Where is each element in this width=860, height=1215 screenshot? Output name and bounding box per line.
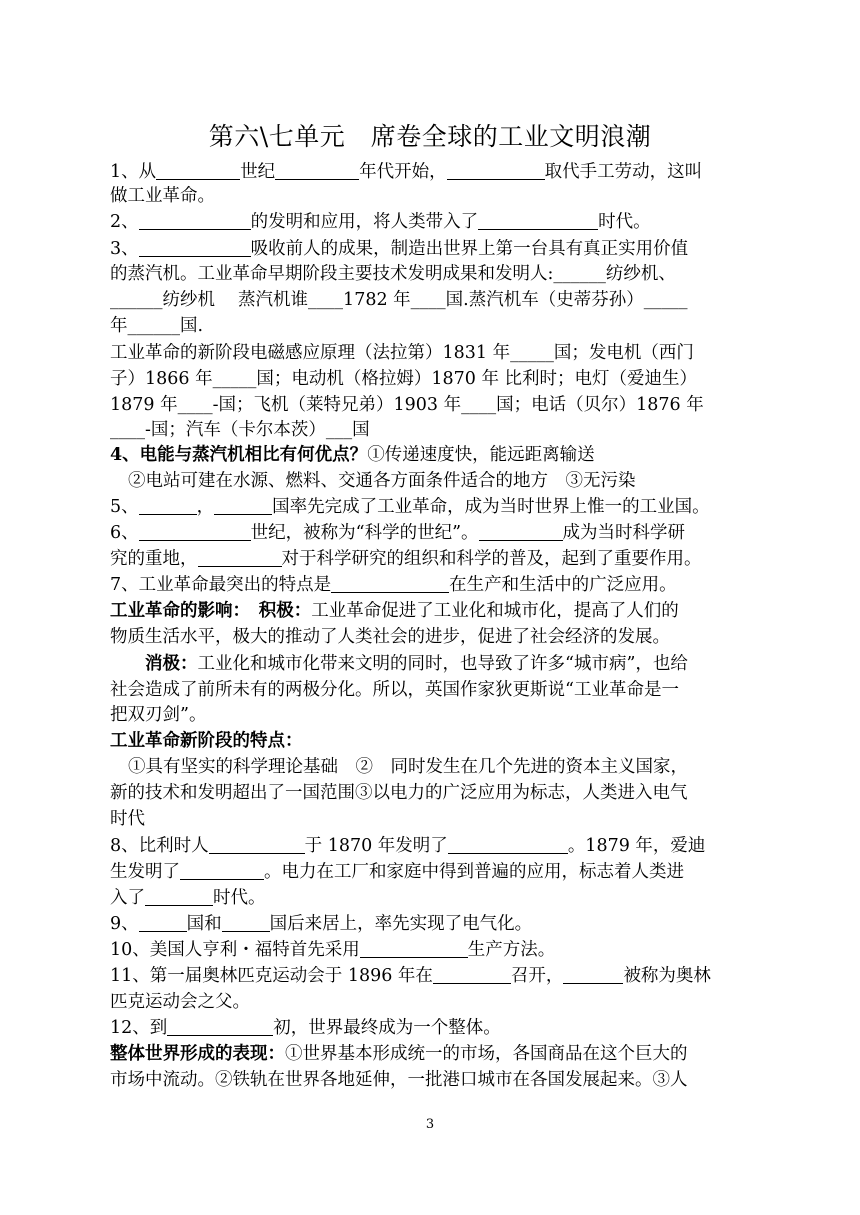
new-stage-line-1: 工业革命的新阶段电磁感应原理（法拉第）1831 年_____国；发电机（西门: [110, 343, 694, 363]
q1-line-1: 1、从 世纪 年代开始， 取代手工劳动，这叫: [110, 162, 703, 182]
new-stage-line-2: 子）1866 年_____国；电动机（格拉姆）1870 年 比利时；电灯（爱迪生）: [110, 369, 698, 389]
impact-line-4: 社会造成了前所未有的两极分化。所以，英国作家狄更斯说“工业革命是一: [110, 680, 679, 700]
q10-line: 10、美国人亨利・福特首先采用 生产方法。: [110, 940, 556, 960]
q3-line-2: 的蒸汽机。工业革命早期阶段主要技术发明成果和发明人:______纺纱机、: [110, 264, 676, 284]
blank[interactable]: [222, 913, 270, 932]
page-title: 第六\七单元 席卷全球的工业文明浪潮: [208, 122, 652, 151]
blank[interactable]: [139, 496, 197, 515]
blank[interactable]: [275, 161, 359, 180]
q3-line-3: ______纺纱机 蒸汽机谁____1782 年____国.蒸汽机车（史蒂芬孙）_____: [110, 290, 688, 310]
q11-line-1: 11、第一届奥林匹克运动会于 1896 年在 召开， 被称为奥林: [110, 966, 711, 986]
q7-line: 7、工业革命最突出的特点是 在生产和生活中的广泛应用。: [110, 575, 677, 595]
q8-line-3: 入了 时代。: [110, 888, 266, 908]
world-line-1: 整体世界形成的表现：①世界基本形成统一的市场，各国商品在这个巨大的: [110, 1044, 688, 1064]
features-heading: 工业革命新阶段的特点：: [110, 731, 303, 751]
q9-line: 9、 国和 国后来居上，率先实现了电气化。: [110, 914, 533, 934]
page-number: 3: [425, 1117, 435, 1132]
impact-line-5: 把双刃剑”。: [110, 705, 207, 725]
q3-line-1: 3、 吸收前人的成果，制造出世界上第一台具有真正实用价值: [110, 239, 689, 259]
blank[interactable]: [563, 965, 623, 984]
blank[interactable]: [139, 522, 251, 541]
q1-line-2: 做工业革命。: [110, 186, 215, 206]
q5-line: 5、 ， 国率先完成了工业革命，成为当时世界上惟一的工业国。: [110, 497, 710, 517]
blank[interactable]: [214, 496, 272, 515]
blank[interactable]: [479, 522, 563, 541]
blank[interactable]: [139, 211, 251, 230]
q8-line-2: 生发明了 。电力在工厂和家庭中得到普遍的应用，标志着人类进: [110, 862, 684, 882]
new-stage-line-3: 1879 年____-国；飞机（莱特兄弟）1903 年____国；电话（贝尔）1876 年: [110, 395, 704, 415]
blank[interactable]: [448, 835, 568, 854]
q3-line-4: 年______国.: [110, 316, 204, 336]
blank[interactable]: [139, 913, 187, 932]
blank[interactable]: [209, 835, 305, 854]
q8-line-1: 8、比利时人 于 1870 年发明了 。1879 年，爱迪: [110, 836, 706, 856]
impact-line-1: 工业革命的影响： 积极：工业革命促进了工业化和城市化，提高了人们的: [110, 601, 679, 621]
q4-line-2: ②电站可建在水源、燃料、交通各方面条件适合的地方 ③无污染: [128, 471, 636, 491]
blank[interactable]: [433, 965, 511, 984]
q4-line-1: 4、电能与蒸汽机相比有何优点？①传递速度快，能远距离输送: [110, 445, 595, 465]
q2-line: 2、 的发明和应用，将人类带入了 时代。: [110, 212, 651, 232]
q12-line: 12、到 初，世界最终成为一个整体。: [110, 1018, 501, 1038]
blank[interactable]: [180, 861, 264, 880]
blank[interactable]: [447, 161, 545, 180]
features-line-1: ①具有坚实的科学理论基础 ② 同时发生在几个先进的资本主义国家，: [128, 757, 688, 777]
features-line-3: 时代: [110, 809, 145, 829]
blank[interactable]: [139, 238, 251, 257]
new-stage-line-4: ____-国；汽车（卡尔本茨）___国: [110, 420, 370, 440]
blank[interactable]: [156, 161, 240, 180]
q6-line-1: 6、 世纪，被称为“科学的世纪”。 成为当时科学研: [110, 523, 686, 543]
blank[interactable]: [360, 939, 468, 958]
blank[interactable]: [478, 211, 598, 230]
blank[interactable]: [198, 548, 282, 567]
blank[interactable]: [167, 1017, 273, 1036]
blank[interactable]: [145, 887, 213, 906]
q6-line-2: 究的重地， 对于科学研究的组织和科学的普及，起到了重要作用。: [110, 549, 702, 569]
blank[interactable]: [331, 574, 449, 593]
impact-line-3: 消极：工业化和城市化带来文明的同时，也导致了许多“城市病”，也给: [145, 654, 688, 674]
features-line-2: 新的技术和发明超出了一国范围③以电力的广泛应用为标志，人类进入电气: [110, 783, 688, 803]
world-line-2: 市场中流动。②铁轨在世界各地延伸，一批港口城市在各国发展起来。③人: [110, 1070, 688, 1090]
impact-line-2: 物质生活水平，极大的推动了人类社会的进步，促进了社会经济的发展。: [110, 627, 670, 647]
q11-line-2: 匹克运动会之父。: [110, 992, 250, 1012]
